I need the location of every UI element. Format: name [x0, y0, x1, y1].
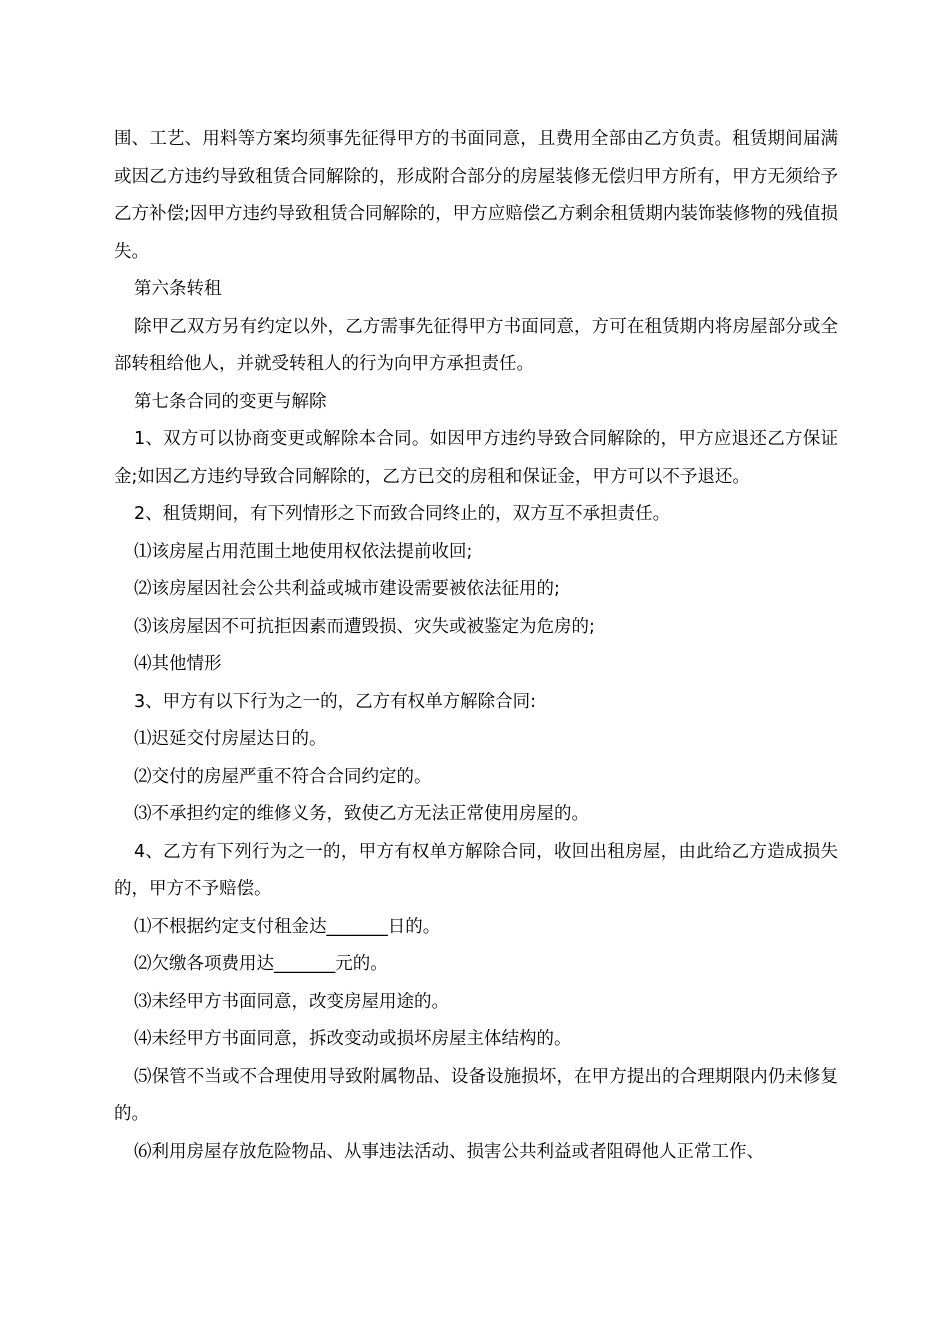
list-item: ⑷其他情形 — [134, 654, 222, 674]
list-item: ⑵该房屋因社会公共利益或城市建设需要被依法征用的; — [134, 579, 560, 599]
paragraph-clause-2: 2、租赁期间，有下列情形之下而致合同终止的，双方互不承担责任。 — [134, 504, 671, 524]
paragraph-clause-4: 4、乙方有下列行为之一的，甲方有权单方解除合同，收回出租房屋，由此给乙方造成损失的，甲方不予赔偿。 — [114, 841, 838, 899]
document-body — [114, 121, 838, 1171]
paragraph-renovation-clause: 围、工艺、用料等方案均须事先征得甲方的书面同意，且费用全部由乙方负责。租赁期间届满或因乙方违约导致租赁合同解除的，形成附合部分的房屋装修无偿归甲方所有，甲方无须给予乙方补偿;因甲方违约导致租赁合同解除的，甲方应赔偿乙方剩余租赁期内装饰装修物的残值损失。 — [114, 129, 838, 262]
list-item-wrapped: ⑸保管不当或不合理使用导致附属物品、设备设施损坏，在甲方提出的合理期限内仍未修复的。 — [114, 1066, 838, 1124]
list-item: ⑴不根据约定支付租金达_______日的。 — [134, 916, 441, 937]
list-item: ⑵交付的房屋严重不符合合同约定的。 — [134, 766, 432, 787]
list-item: ⑴迟延交付房屋达日的。 — [134, 729, 327, 749]
paragraph-clause-1: 1、双方可以协商变更或解除本合同。如因甲方违约导致合同解除的，甲方应退还乙方保证金;如因乙方违约导致合同解除的，乙方已交的房租和保证金，甲方可以不予退还。 — [114, 429, 838, 487]
list-item: ⑶不承担约定的维修义务，致使乙方无法正常使用房屋的。 — [134, 804, 589, 824]
list-item: ⑶该房屋因不可抗拒因素而遭毁损、灾失或被鉴定为危房的; — [134, 616, 595, 637]
paragraph-clause-3: 3、甲方有以下行为之一的，乙方有权单方解除合同: — [134, 691, 537, 712]
list-item: ⑴该房屋占用范围土地使用权依法提前收回; — [134, 541, 473, 562]
paragraph-sublease: 除甲乙双方另有约定以外，乙方需事先征得甲方书面同意，方可在租赁期内将房屋部分或全部转租给他人，并就受转租人的行为向甲方承担责任。 — [114, 316, 838, 374]
list-item-continued: ⑹利用房屋存放危险物品、从事违法活动、损害公共利益或者阻碍他人正常工作、 — [134, 1141, 764, 1162]
list-item: ⑷未经甲方书面同意，拆改变动或损坏房屋主体结构的。 — [134, 1029, 572, 1049]
list-item: ⑶未经甲方书面同意，改变房屋用途的。 — [134, 991, 449, 1012]
article-7-heading: 第七条合同的变更与解除 — [134, 391, 327, 412]
list-item: ⑵欠缴各项费用达_______元的。 — [134, 954, 388, 974]
article-6-heading: 第六条转租 — [134, 279, 222, 299]
